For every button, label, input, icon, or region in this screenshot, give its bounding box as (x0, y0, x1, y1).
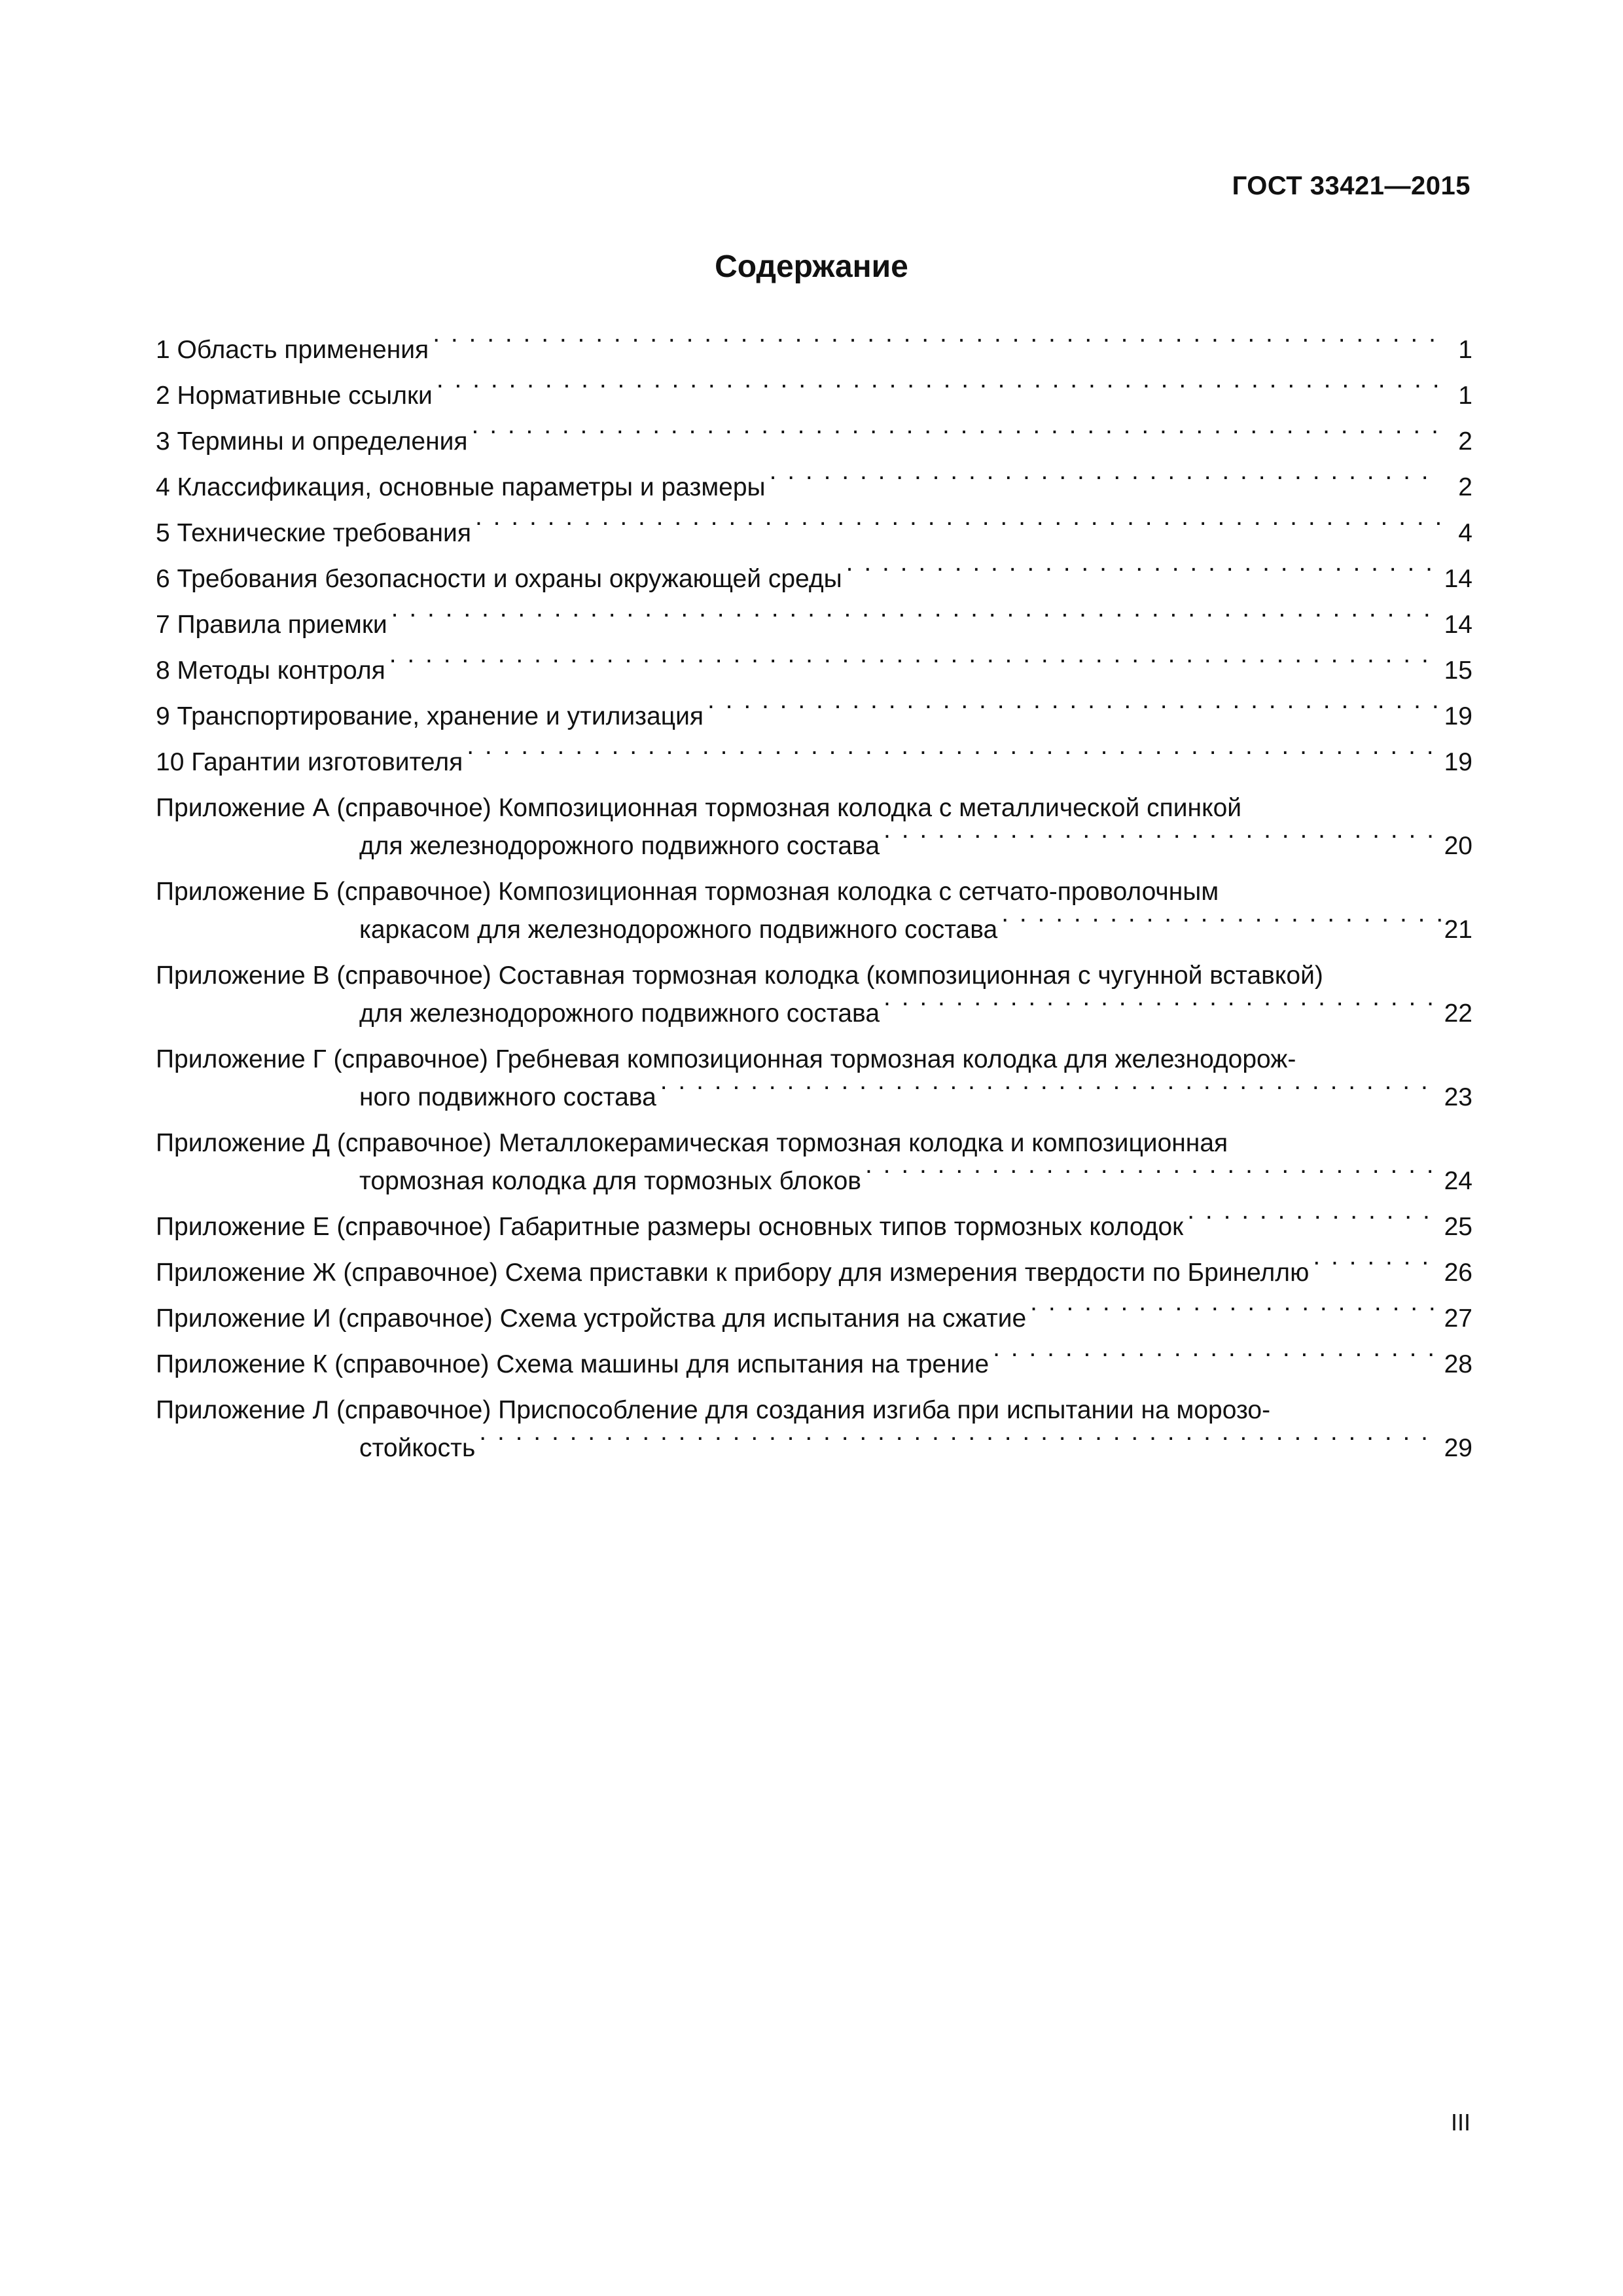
leader-dots (865, 1163, 1441, 1189)
toc-entry[interactable] (156, 556, 1472, 602)
toc-entry-label: 3 Термины и определения (156, 427, 468, 456)
toc-entry-label: 5 Технические требования (156, 519, 471, 547)
toc-entry[interactable] (156, 694, 1472, 740)
toc-entry[interactable] (156, 602, 1472, 648)
toc-entry-page: 14 (1444, 565, 1472, 593)
leader-dots (433, 332, 1441, 358)
toc-entry[interactable] (156, 419, 1472, 465)
toc-entry-page: 1 (1458, 336, 1472, 364)
leader-dots (467, 744, 1441, 770)
toc-entry-label: 9 Транспортирование, хранение и утилизация (156, 702, 704, 730)
toc-entry-label: 1 Область применения (156, 336, 429, 364)
toc-appendix-entry[interactable] (156, 1121, 1472, 1204)
toc-appendix-title: Приложение К (справочное) Схема машины для испытания на трение (156, 1350, 990, 1378)
toc-appendix-title: Приложение Е (справочное) Габаритные размеры основных типов тормозных колодок (156, 1213, 1184, 1241)
document-code: ГОСТ 33421—2015 (1232, 171, 1471, 200)
toc-entry-page: 27 (1444, 1304, 1472, 1333)
leader-dots (389, 653, 1441, 679)
toc-entry-page: 26 (1444, 1259, 1472, 1287)
toc-appendix-title-cont: ного подвижного состава (359, 1083, 656, 1111)
toc-appendix-title-cont: для железнодорожного подвижного состава (359, 832, 880, 860)
toc-appendix-title: Приложение Д (справочное) Металлокерамическая тормозная колодка и композиционная (156, 1129, 1228, 1157)
toc-entry-label: 2 Нормативные ссылки (156, 382, 433, 410)
leader-dots (1001, 912, 1441, 938)
leader-dots (391, 607, 1441, 633)
toc-entry-page: 28 (1444, 1350, 1472, 1378)
toc-entry-page: 19 (1444, 748, 1472, 776)
toc-appendix-title-cont: стойкость (359, 1434, 476, 1462)
toc-appendix-title-cont: каркасом для железнодорожного подвижного состава (359, 916, 998, 944)
toc-entry-page: 14 (1444, 611, 1472, 639)
toc-entry[interactable] (156, 511, 1472, 556)
toc-appendix-entry[interactable] (156, 785, 1472, 869)
toc-appendix-entry[interactable] (156, 1204, 1472, 1250)
leader-dots (1187, 1209, 1441, 1235)
toc-entry-page: 25 (1444, 1213, 1472, 1241)
toc-entry-page: 23 (1444, 1083, 1472, 1111)
toc-appendix-title: Приложение Л (справочное) Приспособление для создания изгиба при испытании на морозо- (156, 1396, 1271, 1424)
toc-entry[interactable] (156, 740, 1472, 785)
toc-entry-page: 22 (1444, 999, 1472, 1028)
toc-entry-label: 7 Правила приемки (156, 611, 387, 639)
leader-dots (770, 469, 1441, 495)
leader-dots (472, 423, 1441, 450)
leader-dots (846, 561, 1441, 587)
toc-appendix-title-cont: тормозная колодка для тормозных блоков (359, 1167, 861, 1195)
toc-appendix-title: Приложение В (справочное) Составная тормозная колодка (композиционная с чугунной вставкой) (156, 961, 1323, 990)
toc-appendix-entry[interactable] (156, 1388, 1472, 1471)
leader-dots (479, 1430, 1441, 1456)
table-of-contents (156, 327, 1472, 1471)
toc-appendix-entry[interactable] (156, 1342, 1472, 1388)
toc-appendix-title: Приложение Ж (справочное) Схема приставки к прибору для измерения твердости по Бринеллю (156, 1259, 1310, 1287)
toc-appendix-entry[interactable] (156, 1037, 1472, 1121)
page-number: III (1450, 2109, 1471, 2136)
toc-entry[interactable] (156, 373, 1472, 419)
toc-appendix-entry[interactable] (156, 953, 1472, 1037)
toc-entry-label: 4 Классификация, основные параметры и размеры (156, 473, 766, 501)
toc-entry-page: 24 (1444, 1167, 1472, 1195)
toc-entry-page: 21 (1444, 916, 1472, 944)
toc-appendix-title: Приложение Г (справочное) Гребневая композиционная тормозная колодка для железнодорож- (156, 1045, 1296, 1073)
leader-dots (437, 378, 1441, 404)
toc-entry-page: 19 (1444, 702, 1472, 730)
leader-dots (883, 828, 1441, 854)
toc-entry-page: 20 (1444, 832, 1472, 860)
leader-dots (883, 996, 1441, 1022)
toc-appendix-title: Приложение И (справочное) Схема устройства для испытания на сжатие (156, 1304, 1027, 1333)
toc-appendix-title: Приложение Б (справочное) Композиционная тормозная колодка с сетчато-проволочным (156, 878, 1219, 906)
leader-dots (707, 698, 1441, 725)
toc-entry-page: 1 (1458, 382, 1472, 410)
toc-entry-page: 4 (1458, 519, 1472, 547)
toc-entry-page: 15 (1444, 656, 1472, 685)
toc-entry[interactable] (156, 648, 1472, 694)
leader-dots (1030, 1300, 1441, 1327)
toc-appendix-title: Приложение А (справочное) Композиционная тормозная колодка с металлической спинкой (156, 794, 1242, 822)
toc-entry-label: 10 Гарантии изготовителя (156, 748, 463, 776)
leader-dots (660, 1079, 1441, 1105)
toc-entry-page: 2 (1458, 473, 1472, 501)
toc-entry-page: 29 (1444, 1434, 1472, 1462)
leader-dots (475, 515, 1441, 541)
toc-title: Содержание (715, 249, 908, 284)
leader-dots (1313, 1255, 1441, 1281)
toc-entry-label: 6 Требования безопасности и охраны окружающей среды (156, 565, 842, 593)
toc-appendix-entry[interactable] (156, 1296, 1472, 1342)
toc-entry-page: 2 (1458, 427, 1472, 456)
toc-entry[interactable] (156, 327, 1472, 373)
toc-appendix-title-cont: для железнодорожного подвижного состава (359, 999, 880, 1028)
toc-appendix-entry[interactable] (156, 1250, 1472, 1296)
toc-entry-label: 8 Методы контроля (156, 656, 385, 685)
toc-appendix-entry[interactable] (156, 869, 1472, 953)
toc-entry[interactable] (156, 465, 1472, 511)
leader-dots (993, 1346, 1441, 1372)
